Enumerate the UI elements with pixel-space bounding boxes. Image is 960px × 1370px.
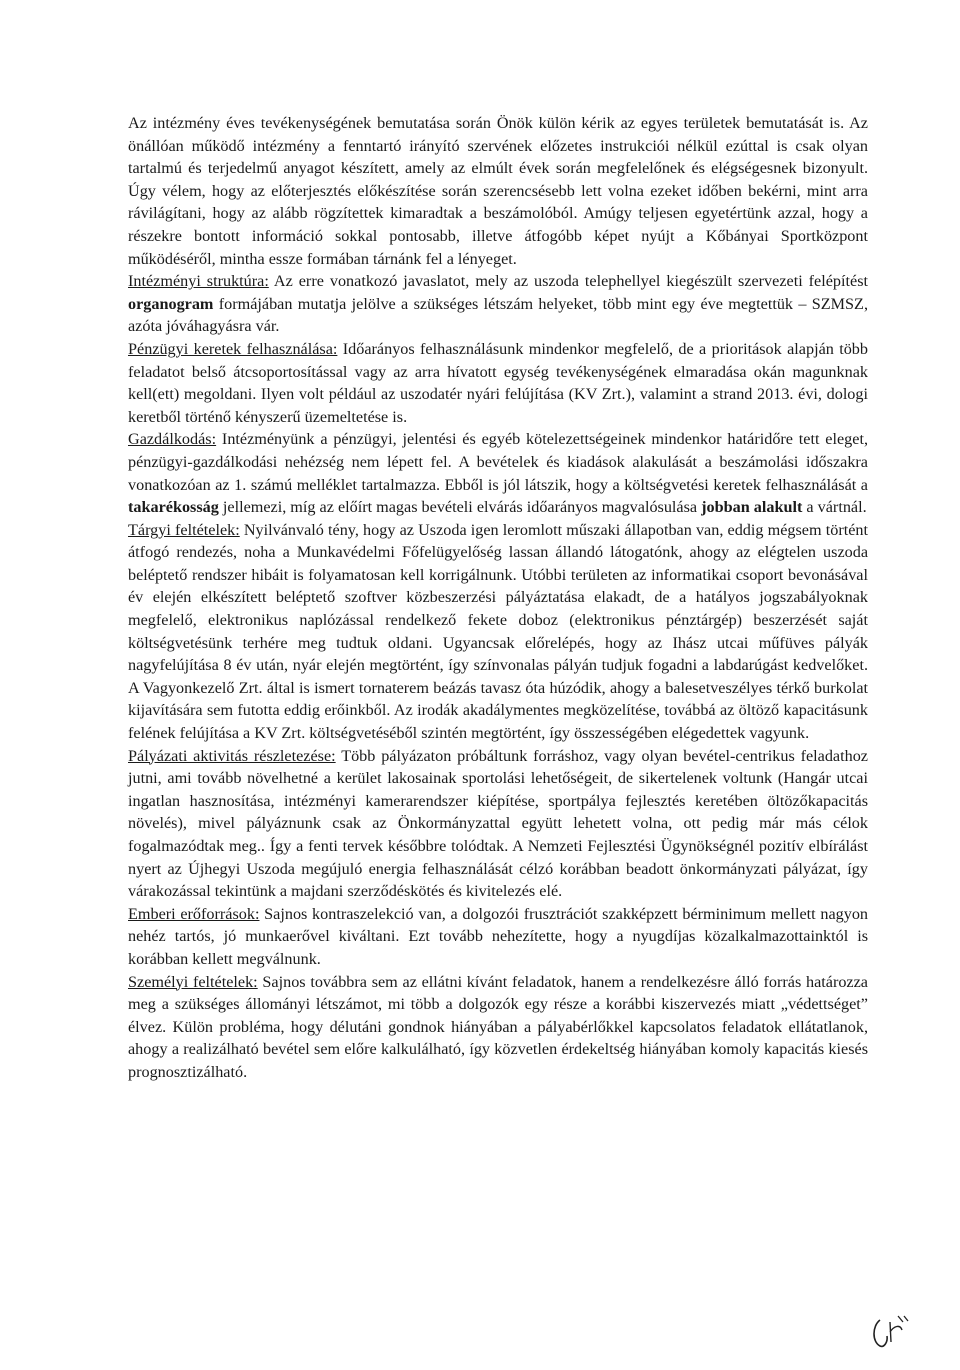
section-heading: Pénzügyi keretek felhasználása:	[128, 339, 338, 358]
section-tenders	[128, 745, 868, 903]
section-economy	[128, 428, 868, 518]
section-heading: Emberi erőforrások:	[128, 904, 260, 923]
handwritten-initials	[870, 1312, 914, 1352]
section-text: jellemezi, míg az előírt magas bevételi elvárás időarányos magvalósulása	[218, 498, 702, 517]
section-heading: Intézményi struktúra:	[128, 272, 269, 291]
bold-term: organogram	[128, 294, 214, 313]
section-text: Időarányos felhasználásunk mindenkor megfelelő, de a prioritások alapján több feladatot belső átcsoportosítással vagy az arra hívatott egység tevékenységének elmaradása okán magunknak kell(ett) megoldani. Ilyen volt például az uszodatér nyári felújítása (KV Zrt.), valamint a strand 2013. évi, dologi keretből történő kényszerű üzemeltetése is.	[128, 339, 868, 426]
section-heading: Személyi feltételek:	[128, 972, 258, 991]
section-text: Sajnos továbbra sem az ellátni kívánt feladatok, hanem a rendelkezésre álló forrás határozza meg a szükséges állományi létszámot, mi több a dolgozók egy része a korábbi kiszervezés miatt „védettséget” élvez. Külön probléma, hogy délutáni gondnok hiányában a pályabérlőkkel kapcsolatos feladatok ellátatlanok, ahogy a realizálható bevétel sem előre kalkulálható, így közvetlen érdekeltség hiányában komoly kapacitás kiesés prognosztizálható.	[128, 972, 868, 1081]
section-heading: Pályázati aktivitás részletezése:	[128, 746, 336, 765]
bold-term: takarékosság	[128, 498, 219, 517]
section-text: Nyilvánvaló tény, hogy az Uszoda igen leromlott műszaki állapotban van, eddig mégsem történt átfogó rendezés, noha a Munkavédelmi Főfelügyelőség lassan állandó látogatónk, ahogy az elégtelen uszoda beléptető rendszer hibáit is folyamatosan kell korrigálnunk. Utóbbi területen az informatikai csoport bevonásával év elején elkészített beléptető szoftver közbeszerzési pályáztatása elakadt, de a hatályos jogszabályoknak megfelelő, elektronikus naplózással rendelkező fekete doboz (elektronikus pénztárgép) beszerzését saját költségvetésünk terhére meg tudtuk oldani. Ugyancsak előrelépés, hogy az Ihász utcai műfüves pályák nagyfelújítása 8 év után, nyár elején megtörtént, így színvonalas pályán tudjuk fogadni a labdarúgást kedvelőket. A Vagyonkezelő Zrt. által is ismert tornaterem beázás tavasz óta húzódik, ahogy a balesetveszélyes térkő burkolat kijavítására sem futotta eddig erőinkből. Az irodák akadálymentes megközelítése, továbbá az öltöző kapacitásunk felének felújítása a KV Zrt. költségvetéséből szintén megtörtént, így összességében elégedettek vagyunk.	[128, 520, 868, 743]
section-heading: Gazdálkodás:	[128, 430, 217, 449]
document-body	[128, 112, 868, 1084]
section-text: Sajnos kontraszelekció van, a dolgozói frusztrációt szakképzett bérminimum mellett nagyon nehéz tartós, jó munkaerővel kiváltani. Ezt tovább nehezítette, hogy a nyugdíjas közalkalmazottainktól is korábban kellett megválnunk.	[128, 904, 869, 968]
section-text: a vártnál.	[802, 498, 867, 517]
section-text: formájában mutatja jelölve a szükséges létszám helyeket, több mint egy éve megtettük – SZMSZ, azóta jóváhagyásra vár.	[128, 294, 868, 336]
section-personal	[128, 971, 868, 1084]
section-human	[128, 903, 868, 971]
section-text: Több pályázaton próbáltunk forráshoz, vagy olyan bevétel-centrikus feladathoz jutni, ami tovább növelhetné a kerület lakosainak sportolási lehetőségeit, de sikertelenek voltunk (Hangár utcai ingatlan hasznosítása, intézményi kamerarendszer kiépítése, sportpálya fejlesztés keretében öltözőkapacitás növelés), mivel pályáznunk csak az Önkormányzattal együtt lehetett volna, ott pedig már más célok fogalmazódtak meg.. Így a fenti tervek későbbre tolódtak. A Nemzeti Fejlesztési Ügynökségnél pozitív elbírálást nyert az Újhegyi Uszoda megújuló energia felhasználását célzó korábban beadott önkormányzati pályázat, így várakozással tekintünk a majdani szerződéskötés és kivitelezés elé.	[128, 746, 868, 901]
section-text: Az erre vonatkozó javaslatot, mely az uszoda telephellyel kiegészült szervezeti felépítést	[268, 272, 868, 291]
section-heading: Tárgyi feltételek:	[128, 520, 240, 539]
intro-paragraph: Az intézmény éves tevékenységének bemutatása során Önök külön kérik az egyes területek bemutatását is. Az önállóan működő intézmény a fenntartó irányító szervének előzetes instrukciói nélkül ezúttal is csak olyan tartalmú és terjedelmű anyagot készített, amely az elmúlt évek során megfelelőnek és elégségesnek bizonyult. Úgy vélem, hogy az előterjesztés előkészítése során szerencsésebb lett volna ezeket időben bekérni, mint arra rávilágítani, hogy az alább rögzítettek kimaradtak a beszámolóból. Amúgy teljesen egyetértünk azzal, hogy a részekre bontott információ sokkal pontosabb, illetve átfogóbb képet nyújt a Kőbányai Sportközpont működéséről, mintha essze formában tárnánk fel a lényeget.	[128, 114, 868, 268]
bold-term: jobban alakult	[701, 498, 803, 517]
section-finance	[128, 338, 868, 428]
section-material	[128, 519, 868, 745]
section-text: Intézményünk a pénzügyi, jelentési és egyéb kötelezettségeinek mindenkor határidőre tett eleget, pénzügyi-gazdálkodási nehézség nem lépett fel. A bevételek és kiadások alakulását a beszámolási időszakra vonatkozóan az 1. számú melléklet tartalmazza. Ebből is jól látszik, hogy a költségvetési keretek felhasználását a	[128, 430, 868, 494]
section-structure	[128, 270, 868, 338]
